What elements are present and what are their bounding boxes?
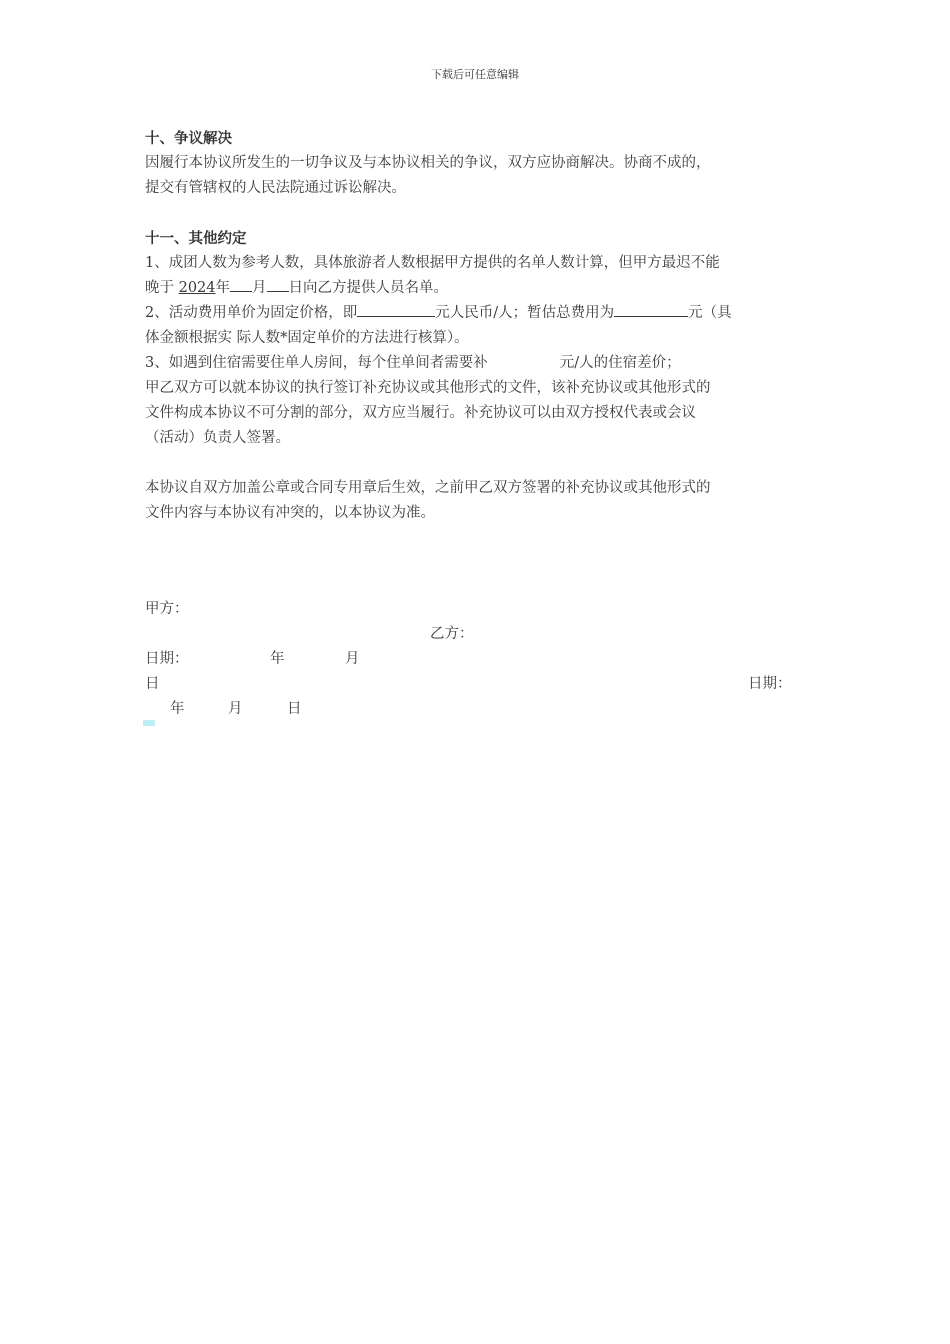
item-2-line-1 <box>145 301 810 326</box>
section-10-line-1: 因履行本协议所发生的一切争议及与本协议相关的争议，双方应协商解决。协商不成的， <box>145 155 711 171</box>
spacer <box>145 201 810 226</box>
item-3-prefix: 3、如遇到住宿需要住单人房间，每个住单间者需要补 <box>145 355 488 371</box>
header-note: 下载后可任意编辑 <box>431 68 519 81</box>
date-b-day: 日 <box>287 701 302 717</box>
section-10-line-2: 提交有管辖权的人民法院通过诉讼解决。 <box>145 180 406 196</box>
supplement-line-3: （活动）负责人签署。 <box>145 430 290 446</box>
total-cost-blank[interactable] <box>614 302 688 317</box>
text-cursor-marker <box>143 720 155 726</box>
month-unit: 月 <box>252 280 267 296</box>
supplement-line-2: 文件构成本协议不可分割的部分，双方应当履行。补充协议可以由双方授权代表或会议 <box>145 405 696 421</box>
party-a-label: 甲方： <box>145 601 189 617</box>
year-unit: 年 <box>215 280 231 296</box>
effect-line-2: 文件内容与本协议有冲突的，以本协议为准。 <box>145 505 435 521</box>
spacer <box>145 451 810 476</box>
item-2-suffix: 元（具 <box>688 305 732 321</box>
day-blank[interactable] <box>267 277 289 292</box>
item-2-mid: 元人民币/人；暂估总费用为 <box>435 305 615 321</box>
section-10-heading: 十、争议解决 <box>145 130 232 147</box>
date-b-year: 年 <box>170 701 185 717</box>
unit-price-blank[interactable] <box>357 302 435 317</box>
item-1-line-1: 1、成团人数为参考人数，具体旅游者人数根据甲方提供的名单人数计算，但甲方最迟不能 <box>145 255 720 271</box>
item-2-prefix: 2、活动费用单价为固定价格，即 <box>145 305 358 321</box>
item-3-line <box>145 351 810 376</box>
date-a-month: 月 <box>345 651 360 667</box>
date-a-day: 日 <box>145 676 160 692</box>
effect-line-1: 本协议自双方加盖公章或合同专用章后生效，之前甲乙双方签署的补充协议或其他形式的 <box>145 480 711 496</box>
section-11-heading: 十一、其他约定 <box>145 230 247 247</box>
date-a-year: 年 <box>270 651 285 667</box>
supplement-line-1: 甲乙双方可以就本协议的执行签订补充协议或其他形式的文件，该补充协议或其他形式的 <box>145 380 711 396</box>
date-b-month: 月 <box>228 701 243 717</box>
month-blank[interactable] <box>230 277 252 292</box>
item-1-suffix: 日向乙方提供人员名单。 <box>288 280 449 296</box>
year-value[interactable]: 2024 <box>178 280 216 296</box>
date-a-label: 日期： <box>145 651 189 667</box>
item-1-line-2 <box>145 276 810 301</box>
item-3-suffix: 元/人的住宿差价； <box>559 355 681 371</box>
item-2-line-2: 体金额根据实 际人数*固定单价的方法进行核算）。 <box>145 330 469 346</box>
party-b-label: 乙方： <box>430 626 474 642</box>
item-1-prefix: 晚于 <box>145 280 179 296</box>
document-body <box>145 126 810 526</box>
date-b-label: 日期： <box>748 676 792 692</box>
